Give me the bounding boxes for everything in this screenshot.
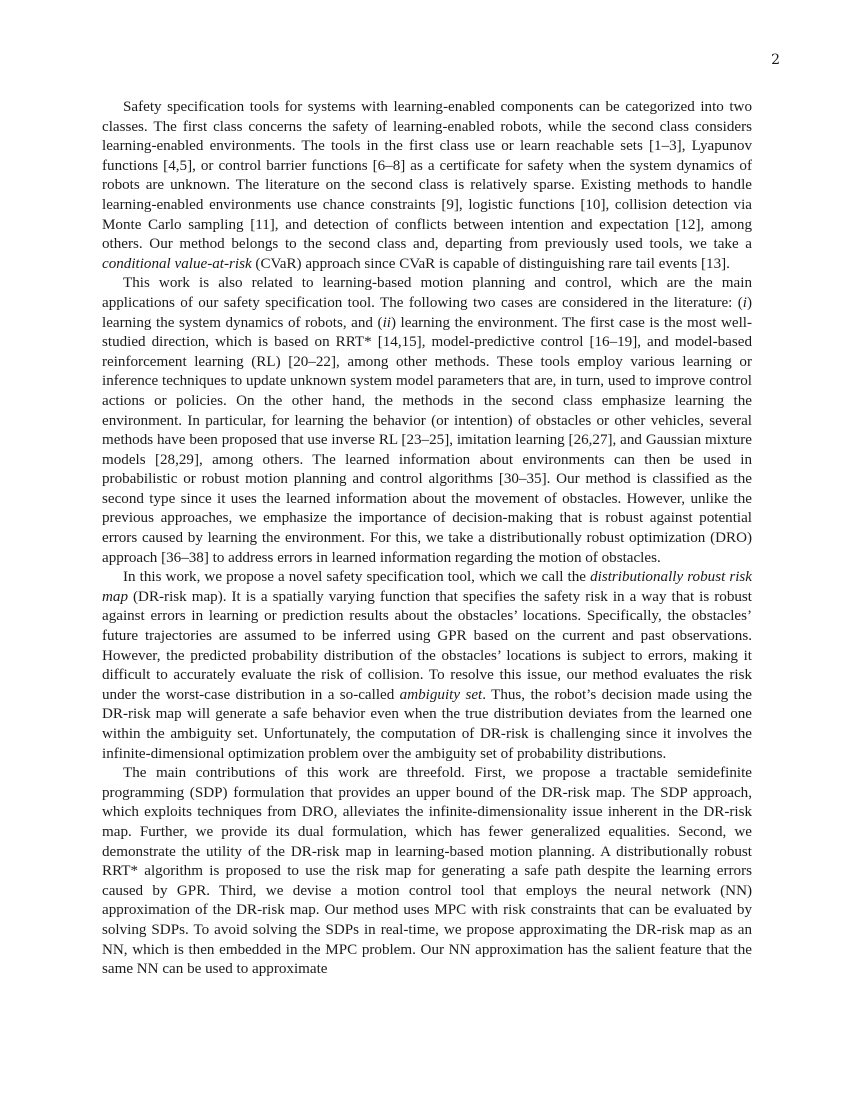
italic-term: distributionally robust risk map xyxy=(102,569,752,605)
paragraph xyxy=(102,98,752,274)
text-run: (DR-risk map). It is a spatially varying function that specifies the safety risk in a way that is robust against errors in learning or prediction results about the obstacles’ locations. Specifically, the obstacles’ future trajectories are assumed to be inferred using GPR based on the current and past observations. However, the predicted probability distribution of the obstacles’ locations is subject to errors, making it difficult to accurately evaluate the risk of collision. To resolve this issue, our method evaluates the risk under the worst-case distribution in a so-called xyxy=(102,588,752,703)
paragraph xyxy=(102,568,752,764)
italic-term: ii xyxy=(382,314,391,331)
body-text xyxy=(102,98,752,980)
italic-term: i xyxy=(742,294,747,311)
italic-term: ambiguity set xyxy=(399,686,483,703)
italic-term: conditional value-at-risk xyxy=(102,255,252,272)
paragraph xyxy=(102,764,752,980)
text-run: (CVaR) approach since CVaR is capable of distinguishing rare tail events [13]. xyxy=(251,255,730,272)
text-run: In this work, we propose a novel safety specification tool, which we call the xyxy=(123,569,591,586)
text-run: This work is also related to learning-based motion planning and control, which are the main applications of our safety specification tool. The following two cases are considered in the literature: ( xyxy=(102,275,752,311)
page-number: 2 xyxy=(771,52,780,68)
text-run: ) learning the system dynamics of robots, and ( xyxy=(102,294,752,331)
paragraph xyxy=(102,274,752,568)
text-run: . Thus, the robot’s decision made using the DR-risk map will generate a safe behavior even when the true distribution deviates from the learned one within the ambiguity set. Unfortunately, the computation of DR-risk is challenging since it involves the infinite-dimensional optimization problem over the ambiguity set of probability distributions. xyxy=(102,686,752,762)
text-run: The main contributions of this work are threefold. First, we propose a tractable semidefinite programming (SDP) formulation that provides an upper bound of the DR-risk map. The SDP approach, which exploits techniques from DRO, alleviates the infinite-dimensionality issue inherent in the DR-risk map. Further, we provide its dual formulation, which has fewer generalized equalities. Second, we demonstrate the utility of the DR-risk map in learning-based motion planning. A distributionally robust RRT* algorithm is proposed to use the risk map for generating a safe path despite the learning errors caused by GPR. Third, we devise a motion control tool that employs the neural network (NN) approximation of the DR-risk map. Our method uses MPC with risk constraints that can be evaluated by solving SDPs. To avoid solving the SDPs in real-time, we propose approximating the DR-risk map as an NN, which is then embedded in the MPC problem. Our NN approximation has the salient feature that the same NN can be used to approximate xyxy=(102,765,752,978)
text-run: ) learning the environment. The first case is the most well-studied direction, which is based on RRT* [14,15], model-predictive control [16–19], and model-based reinforcement learning (RL) [20–22], among other methods. These tools employ various learning or inference techniques to update unknown system model parameters that are, in turn, used to improve control actions or policies. On the other hand, the methods in the second class emphasize learning the environment. In particular, for learning the behavior (or intention) of obstacles or other vehicles, several methods have been proposed that use inverse RL [23–25], imitation learning [26,27], and Gaussian mixture models [28,29], among others. The learned information about environments can then be used in probabilistic or robust motion planning and control algorithms [30–35]. Our method is classified as the second type since it uses the learned information about the movement of obstacles. However, unlike the previous approaches, we emphasize the importance of decision-making that is robust against potential errors caused by learning the environment. For this, we take a distributionally robust optimization (DRO) approach [36–38] to address errors in learned information regarding the motion of obstacles. xyxy=(102,314,752,566)
text-run: Safety specification tools for systems with learning-enabled components can be categorized into two classes. The first class concerns the safety of learning-enabled robots, while the second class considers learning-enabled environments. The tools in the first class use or learn reachable sets [1–3], Lyapunov functions [4,5], or control barrier functions [6–8] as a certificate for safety when the system dynamics of robots are unknown. The literature on the second class is relatively sparse. Existing methods to handle learning-enabled environments use chance constraints [9], logistic functions [10], collision detection via Monte Carlo sampling [11], and detection of conflicts between intention and expectation [12], among others. Our method belongs to the second class and, departing from previously used tools, we take a xyxy=(102,99,752,253)
